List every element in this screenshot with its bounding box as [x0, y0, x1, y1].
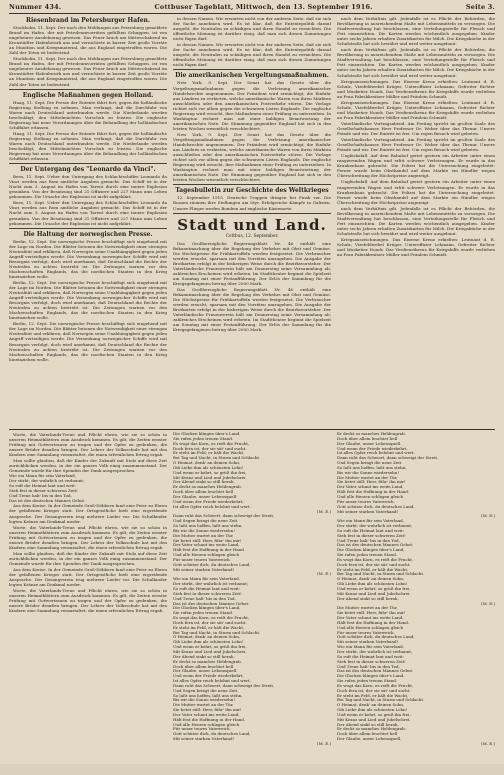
poem-line: Wie ein Mann für sein Vaterland, [173, 577, 241, 582]
poem-line: Sie rufen jeden treuen Stand. [337, 679, 398, 684]
poem-line: Sie betet still: Herr, führ' ihn mir! [337, 480, 406, 485]
poem-line: Und Treue halt' bis in den Tod, [9, 493, 72, 498]
poem-line: Dann ruht das Schwert, dann schweigt der Streit, [173, 514, 275, 519]
poem-line: Der Abend sinkt so still herab, [337, 722, 399, 727]
poem-source: (M. E.) [481, 742, 495, 746]
poem-line: Er steht im Feld, er hält die Wacht, [173, 625, 245, 630]
poem-line: Die Mutter wartet an der Tür, [337, 475, 398, 480]
poem-line: Es wogt das Korn, es reift die Frucht, [337, 683, 414, 688]
lower-column-1 [9, 432, 167, 775]
poem-line: Bis wir die Sonne wiedersehn! [173, 698, 235, 703]
poem [9, 474, 167, 503]
poem-line: Für unser teures Vaterreich. [337, 499, 395, 504]
poem-line: Der Abend sinkt so still herab, [173, 480, 235, 485]
article-text: in dessen Namen. Wir erwarten nicht von der anderen Seite, daß sie sich der Sache annehmen wird. Es ist klar, daß die Ententepolitik darauf ausgeht, die Neutralen zu schädigen und ihren Handel zu vernichten. Die öffentliche Meinung ist darüber einig, daß man sich diesen Zumutungen nicht fügen darf. [173, 16, 331, 42]
poem-line: Mit Kranz und Lied und Jubelschrei. [173, 649, 247, 654]
section-heading-stadt-und-land: Stadt und Land. [177, 215, 327, 234]
poem-line: So ruft die Heimat laut und weit: [173, 587, 241, 591]
poem-line: Bei Tag und Nacht, in Sturm und Schlacht. [173, 456, 261, 461]
article-text: Bern, 11. Sept. Ueber den Untergang des Schlachtschiffes Leonardo da Vinci werden aus Rom amtliche Angaben gemacht. Das Schiff ist in der Nacht zum 3. August im Hafen von Tarent durch eine innere Explosion gesunken. Von der Besatzung sind 21 Offiziere und 227 Mann ums Leben gekommen. Die Ursache der Explosion ist nicht aufgeklärt. [9, 200, 167, 226]
poem-line: Bei Tag und Nacht, in Sturm und Schlacht. [173, 630, 261, 635]
poem-line: Der Vater schaut ins weite Land, [173, 543, 240, 548]
column-1 [9, 16, 167, 426]
masthead [9, 3, 495, 14]
headline-riesenbrand: Riesenbrand im Petersburger Hafen. [26, 17, 150, 24]
dateline: Cottbus, 12. September. [225, 233, 279, 239]
poem-line: Bei Tag und Nacht, in Sturm und Schlacht. [337, 572, 425, 577]
poem-line: Für unser teures Vaterreich. [173, 557, 231, 562]
poem-line: Und Segen bringt die neue Zeit. [173, 519, 239, 524]
article-text: 12. September 1915. Deutsche Truppen dringen bei Pinsk vor. Die Russen räumen ihre Stellungen am Styr. Erfolgreiche Kämpfe in Galizien. Unsere Flieger werfen Bomben auf englische Küstenorte. [173, 195, 331, 211]
poem-line: Und wenn der Friede wiederkehrt, [173, 499, 244, 504]
column-2 [173, 16, 331, 426]
article-text: Bern, 11. Sept. Ueber den Untergang des Schlachtschiffes Leonardo da Vinci werden aus Rom amtliche Angaben gemacht. Das Schiff ist in der Nacht zum 3. August im Hafen von Tarent durch eine innere Explosion gesunken. Von der Besatzung sind 21 Offiziere und 227 Mann ums Leben gekommen. Die Ursache der Explosion ist nicht aufgeklärt. [9, 174, 167, 200]
poem-source: (M. E.) [481, 601, 495, 606]
poem-line: Mit Kranz und Lied und Jubelschrei. [337, 717, 411, 722]
poem-line: Wie ein Mann für sein Vaterland, [337, 519, 405, 524]
poem-line: Und alle Herzen schlagen gleich [173, 553, 240, 558]
poem-line: Hält fest die Hoffnung in der Hand. [173, 717, 246, 722]
poem-line: Doch fern ist, der sie sät' und sucht. [337, 688, 411, 693]
column-3 [337, 16, 495, 426]
poem-line: Der Glaube, unser Lebensquell. [173, 669, 238, 674]
poem-line: Ist alles Opfer reich belohnt und wert. [337, 451, 415, 456]
issue-number: Nummer 434. [9, 3, 62, 11]
poem-line: Gib Liebe ihm als schönsten Lohn! [173, 640, 244, 645]
poem-line: Und wenn der Friede wiederkehrt, [173, 674, 244, 679]
article-text: Berlin, 12. Sept. Die norwegische Presse beschäftigt sich eingehend mit der Lage im Norden. Die Blätter betonen die Notwendigkeit einer strengen Neutralität und erklären, daß Norwegen seine Unabhängigkeit gegen jeden Angriff verteidigen werde. Die Versenkung norwegischer Schiffe wird mit Besorgnis verfolgt, doch wird anerkannt, daß Deutschland die Rechte der Neutralen zu achten bestrebt ist. Die Zeitungen warnen vor den Machenschaften Englands, das die nordischen Staaten in den Krieg hineinziehen wolle. [9, 238, 167, 279]
poem-line: Steh fest in dieser schweren Zeit! [337, 659, 406, 664]
poem-line: Der Abend sinkt so still herab, [173, 654, 235, 659]
poem-line: Der Glaube, unser Lebensquell. [337, 737, 402, 742]
poem-line: Mit seiner starken Vaterhand! [173, 567, 235, 572]
poem-line: Er deckt so manches Heldengrab. [173, 659, 242, 664]
upper-section [9, 16, 495, 426]
poem-line: Hält fest die Hoffnung in der Hand. [337, 490, 410, 495]
poem-line: Doch fern ist, der sie sät' und sucht. [337, 562, 411, 567]
poem-line: Und Treue halt' bis in den Tod, [337, 664, 400, 669]
poem-line: Es wogt das Korn, es reift die Frucht, [337, 557, 414, 562]
poem-source: (M. E.) [317, 742, 331, 746]
poem-line: O Heimat, denk' an deinen Sohn, [337, 577, 405, 582]
poem-line: Mit Kranz und Lied und Jubelschrei. [337, 591, 411, 596]
poem-line: Und alle Herzen schlagen gleich [337, 625, 404, 630]
lower-section [9, 429, 495, 775]
poem [173, 432, 331, 747]
poem-line: Der stirbt, der wahrlich ist verbannt; [9, 479, 85, 484]
poem-line: Doch über allem leuchtet hell [337, 732, 398, 737]
poem-line: Er deckt so manches Heldengrab. [337, 432, 406, 436]
poem-line: Er steht im Feld, er hält die Wacht, [173, 451, 245, 456]
poem-line: Der Glaube, unser Lebensquell. [337, 441, 402, 446]
poem-line: Der Vater schaut ins weite Land, [337, 485, 404, 490]
poem-line: Steh fest in dieser schweren Zeit! [9, 488, 78, 493]
poem-line: Ist alles Opfer reich belohnt und wert. [173, 504, 251, 509]
poem-line: Die Mutter wartet an der Tür, [173, 703, 234, 708]
poem-line: Und wenn er kehrt, so grüß ihn frei, [337, 712, 411, 717]
article-text: Berlin, 12. Sept. Die norwegische Presse beschäftigt sich eingehend mit der Lage im Norden. Die Blätter betonen die Notwendigkeit einer strengen Neutralität und erklären, daß Norwegen seine Unabhängigkeit gegen jeden Angriff verteidigen werde. Die Versenkung norwegischer Schiffe wird mit Besorgnis verfolgt, doch wird anerkannt, daß Deutschland die Rechte der Neutralen zu achten bestrebt ist. Die Zeitungen warnen vor den Machenschaften Englands, das die nordischen Staaten in den Krieg hineinziehen wolle. [9, 279, 167, 321]
poem-line: Der stirbt, der wahrlich ist verbannt; [337, 649, 413, 654]
article-text: Unglücksfall. Auf dem Bahnhof geriet gestern ein Arbeiter unter einen rangierenden Wagen und erlitt schwere Verletzungen. Er wurde in das Krankenhaus gebracht. Die Polizei hat die Untersuchung eingeleitet. Ferner wurde beim Obsthandel auf dem Markte ein Händler wegen Überschreitung der Höchstpreise angezeigt. [337, 179, 495, 205]
article-text: Aus dem Kreise. In der Gemeinde Groß-Döbbern fand eine Feier zu Ehren der gefallenen Krieger statt. Der Ortsgeistliche hielt eine ergreifende Ansprache. Der Gesangverein trug mehrere Lieder vor. Die Schulkinder legten Kränze am Denkmal nieder. [9, 503, 167, 524]
poem-source: (M. E.) [481, 514, 495, 519]
headline-tagesbulletin: Tagesbulletin zur Geschichte des Weltkrieges [175, 187, 329, 195]
poem-line: Er deckt so manches Heldengrab. [337, 727, 406, 732]
poem-line: Wie ein Mann für sein Vaterland, [337, 645, 405, 650]
poem-line: Er steht im Feld, er hält die Wacht, [337, 693, 409, 698]
page-number: Seite 3. [465, 3, 495, 11]
poem-line: Doch fern ist, der sie sät' und sucht. [173, 620, 247, 625]
poem-line: Und Treue halt' bis in den Tod, [173, 596, 236, 601]
poem-line: Die Mutter wartet an der Tür, [337, 606, 398, 611]
article-text: Man sollte glauben, daß die Kinder der Zukunft mit Stolz auf diese Zeit zurückblicken werden, in der ein ganzes Volk einig zusammenstand. Der Gemeinde wurde für ihre Spenden der Dank ausgesprochen. [9, 550, 167, 566]
poem-line: Er steht im Feld, er hält die Wacht, [337, 567, 409, 572]
article-text: Das Großherzogliche Regierungsblatt Nr. 46 enthält eine Bekanntmachung über die Regelung des Verkehrs mit Obst und Gemüse. Die Höchstpreise für Frühkartoffeln werden festgesetzt. Die Verbraucher werden ersucht, sparsam mit den Vorräten umzugehen. Die Ausgabe der Brotkarten erfolgt in der bisherigen Weise durch die Bezirksvorsteher. Der Vaterländische Frauenverein hält am Donnerstag seine Versammlung ab; zahlreiches Erscheinen wird erbeten. Im Stadttheater beginnt die Spielzeit am Sonntag mit einer Festaufführung. Der Erlös der Sammlung für die Kriegsgefangenen betrug über 2000 Mark. [173, 240, 331, 286]
article-text: Kriegsauszeichnungen. Das Eiserne Kreuz erhielten: Leutnant d. R. Schulz, Vizefeldwebel Krüger, Unteroffizier Lehmann, Gefreiter Richter und Musketier Noack. Das Verdienstkreuz für Kriegshilfe wurde verliehen an Frau Fabrikbesitzer Müller und Fräulein Schmidt. [337, 236, 495, 258]
poem-line: Der Vater schaut ins weite Land, [337, 616, 404, 621]
lower-column-3 [337, 432, 495, 775]
poem-line: Der stirbt, der wahrlich ist verbannt; [337, 524, 413, 529]
headline-amerikanische: Die amerikanischen Vergeltungsmaßnahmen. [175, 72, 329, 80]
article-text: Haag, 11. Sept. Die Presse der Entente fährt fort, gegen die holländische Regierung Stellung zu nehmen. Man verlangt, daß die Durchfuhr von Waren nach Deutschland unterbunden werde. Die Niederlande werden beschuldigt, den Mittelmächten Vorschub zu leisten. Die englische Regierung hat neue Verordnungen über die Behandlung der holländischen Schiffahrt erlassen. [9, 130, 167, 162]
poem-line: Und alle Herzen schlagen gleich [173, 722, 240, 727]
poem-line: Doch fern ist, der sie sät' und sucht. [173, 446, 247, 451]
poem-line: Für unser teures Vaterreich. [337, 630, 395, 635]
poem-line: Gib Liebe ihm als schönsten Lohn! [173, 465, 244, 470]
poem-line: Gott schütze dich, du deutsches Land, [173, 562, 251, 567]
poem-line: Mit seiner starken Vaterhand! [337, 640, 399, 645]
poem-line: O Heimat, denk' an deinen Sohn, [173, 635, 241, 640]
poem-line: So laßt uns hoffen, laßt uns stehn, [173, 693, 243, 698]
poem-line: Für unser teures Vaterreich. [173, 727, 231, 732]
newspaper-title-date: Cottbuser Tageblatt, Mittwoch, den 13. September 1916. [154, 3, 373, 11]
poem-line: Der stirbt, der wahrlich ist verbannt; [173, 582, 249, 587]
article-text: Vaterländische Vortragsabend. Am Freitag spricht im großen Saale des Gesellschaftshauses Herr Professor Dr. Weber über das Thema: Unsere Feinde und wir. Der Eintritt ist frei. Um regen Besuch wird gebeten. [337, 120, 495, 137]
poem-line: Die Glocken klingen über's Land, [337, 674, 405, 679]
article-text: Unglücksfall. Auf dem Bahnhof geriet gestern ein Arbeiter unter einen rangierenden Wagen und erlitt schwere Verletzungen. Er wurde in das Krankenhaus gebracht. Die Polizei hat die Untersuchung eingeleitet. Ferner wurde beim Obsthandel auf dem Markte ein Händler wegen Überschreitung der Höchstpreise angezeigt. [337, 153, 495, 179]
article-text: Das Großherzogliche Regierungsblatt Nr. 46 enthält eine Bekanntmachung über die Regelung des Verkehrs mit Obst und Gemüse. Die Höchstpreise für Frühkartoffeln werden festgesetzt. Die Verbraucher werden ersucht, sparsam mit den Vorräten umzugehen. Die Ausgabe der Brotkarten erfolgt in der bisherigen Weise durch die Bezirksvorsteher. Der Vaterländische Frauenverein hält am Donnerstag seine Versammlung ab; zahlreiches Erscheinen wird erbeten. Im Stadttheater beginnt die Spielzeit am Sonntag mit einer Festaufführung. Der Erlös der Sammlung für die Kriegsgefangenen betrug über 2000 Mark. [173, 287, 331, 333]
poem-line: Und wenn der Friede wiederkehrt, [337, 446, 408, 451]
article-text: Aus dem Kreise. In der Gemeinde Groß-Döbbern fand eine Feier zu Ehren der gefallenen Krieger statt. Der Ortsgeistliche hielt eine ergreifende Ansprache. Der Gesangverein trug mehrere Lieder vor. Die Schulkinder legten Kränze am Denkmal nieder. [9, 567, 167, 588]
poem-line: Gott schütze dich, du deutsches Land, [337, 504, 415, 509]
poem-line: Mit seiner starken Vaterhand! [337, 509, 399, 514]
poem-line: Gott schütze dich, du deutsches Land, [173, 732, 251, 737]
poem-line: Sie betet still: Herr, führ' ihn mir! [173, 538, 242, 543]
article-text: Worte, die Vaterlands-Treue und Pflicht ehren, wie sie so schön in unseren Heimatblättern zum Ausdruck kommen. Es gilt, die Zeiten ernster Prüfung mit Gottvertrauen zu tragen und der Opfer zu gedenken, die unsere Brüder draußen bringen. Der Lehrer der Volksschule hat mit den Kindern eine Sammlung veranstaltet, die einen erfreulichen Ertrag ergab. [9, 432, 167, 458]
article-text: Vaterländische Vortragsabend. Am Freitag spricht im großen Saale des Gesellschaftshauses Herr Professor Dr. Weber über das Thema: Unsere Feinde und wir. Der Eintritt ist frei. Um regen Besuch wird gebeten. [337, 137, 495, 153]
poem-line: Sie betet still: Herr, führ' ihn mir! [337, 611, 406, 616]
poem-line: Es wogt das Korn, es reift die Frucht, [173, 616, 250, 621]
poem-line: Doch über allem leuchtet hell [337, 436, 398, 441]
poem-line: So ruft die Heimat laut und weit: [337, 654, 405, 659]
poem-line: Ist alles Opfer reich belohnt und wert. [173, 679, 251, 684]
headline-untergang: Der Untergang des "Leonardo da Vinci". [20, 166, 156, 174]
lower-column-2 [173, 432, 331, 775]
poem-line: Die Glocken klingen über's Land, [173, 606, 241, 611]
poem-line: Und wenn er kehrt, so grüß ihn frei, [173, 645, 247, 650]
poem-line: Und wenn er kehrt, so grüß ihn frei, [337, 587, 411, 591]
poem-source: (M. E.) [317, 509, 331, 514]
poem-line: Der Glaube, unser Lebensquell. [173, 494, 238, 499]
headline-englische: Englische Maßnahmen gegen Holland. [22, 91, 154, 99]
article-text: Kriegsauszeichnungen. Das Eiserne Kreuz erhielten: Leutnant d. R. Schulz, Vizefeldwebel Krüger, Unteroffizier Lehmann, Gefreiter Richter und Musketier Noack. Das Verdienstkreuz für Kriegshilfe wurde verliehen an Frau Fabrikbesitzer Müller und Fräulein Schmidt. [337, 99, 495, 120]
article-text: New York, 9. Sept. Der Senat hat das Gesetz über die Vergeltungsmaßnahmen gegen die Verletzung amerikanischer Handelsrechte angenommen. Der Präsident wird ermächtigt, die Einfuhr aus Ländern zu verbieten, welche amerikanische Waren von ihren Märkten ausschließen oder den amerikanischen Postverkehr stören. Die Vorlage richtet sich vor allem gegen die schwarzen Listen Englands. Die englische Regierung wird ersucht, ihre Maßnahmen einer Prüfung zu unterziehen. In Washington rechnet man mit einer baldigen Beantwortung der amerikanischen Note. Die Stimmung gegenüber England hat sich in den letzten Wochen wesentlich verschlechtert. [173, 80, 331, 131]
poem-line: Die Mutter wartet an der Tür, [173, 533, 234, 538]
article-text: Stockholm, 11. Sept. Der nach den Meldungen aus Petersburg gemeldete Brand im Hafen, der mit Petroleumvorräten gefüllten Schuppen, ist von ungeheurer Ausdehnung gewesen. Das Feuer brach am Mittwochabend im Kronstädter Hafenbezirk aus und vernichtete in kurzer Zeit große Vorräte an Munition und Kriegsmaterial, die aus England eingetroffen waren. Die Zahl der Toten ist bedeutend. [9, 25, 167, 56]
poem-line: Steh fest in dieser schweren Zeit! [337, 533, 406, 538]
article-text: Man sollte glauben, daß die Kinder der Zukunft mit Stolz auf diese Zeit zurückblicken werden, in der ein ganzes Volk einig zusammenstand. Der Gemeinde wurde für ihre Spenden der Dank ausgesprochen. [9, 458, 167, 474]
poem-line: Und alle Herzen schlagen gleich [337, 494, 404, 499]
poem-line: Gib Liebe ihm als schönsten Lohn! [337, 708, 408, 713]
poem-line: Doch über allem leuchtet hell [173, 664, 234, 669]
article-text: Stockholm, 11. Sept. Der nach den Meldungen aus Petersburg gemeldete Brand im Hafen, der mit Petroleumvorräten gefüllten Schuppen, ist von ungeheurer Ausdehnung gewesen. Das Feuer brach am Mittwochabend im Kronstädter Hafenbezirk aus und vernichtete in kurzer Zeit große Vorräte an Munition und Kriegsmaterial, die aus England eingetroffen waren. Die Zahl der Toten ist bedeutend. [9, 56, 167, 87]
poem-line: Und wenn er kehrt, so grüß ihn frei, [173, 470, 247, 475]
poem-line: Hält fest die Hoffnung in der Hand. [337, 620, 410, 625]
poem-line: O Heimat, denk' an deinen Sohn, [173, 461, 241, 466]
article-text: nach dem Verhältnis gilt. Jedenfalls ist es Pflicht der Behörden, die Bevölkerung in ausreichendem Maße mit Lebensmitteln zu versorgen. Die Stadtverwaltung hat beschlossen, eine Verteilungsstelle für Fleisch und Fett einzurichten. Die Karten werden wöchentlich ausgegeben. Kinder unter sechs Jahren erhalten Zusatzkarten für Milch. Die Kriegsküche in der Schulstraße hat sich bewährt und wird weiter ausgebaut. [337, 205, 495, 236]
poem-line: Und Treue halt' bis in den Tod, [337, 538, 400, 543]
poem-line: So laßt uns hoffen, laßt uns stehn, [173, 524, 243, 529]
poem-line: Doch über allem leuchtet hell [173, 490, 234, 495]
poem-line: Er deckt so manches Heldengrab. [173, 485, 242, 490]
poem-line: Bis wir die Sonne wiedersehn! [337, 470, 399, 475]
poem-line: So laßt uns hoffen, laßt uns stehn, [337, 465, 407, 470]
poem-source: (M. E.) [317, 572, 331, 577]
poem-line: Hält fest die Hoffnung in der Hand. [173, 548, 246, 553]
poem-line: Es wogt das Korn, es reift die Frucht, [173, 441, 250, 446]
poem-line: Mit Kranz und Lied und Jubelschrei. [173, 475, 247, 480]
poem-line: Sie betet still: Herr, führ' ihn mir! [173, 708, 242, 713]
poem-line: Das ist des deutschen Mannes Gebot. [173, 601, 250, 606]
poem-line: Und Segen bringt die neue Zeit. [173, 688, 239, 693]
article-text: nach dem Verhältnis gilt. Jedenfalls ist es Pflicht der Behörden, die Bevölkerung in ausreichendem Maße mit Lebensmitteln zu versorgen. Die Stadtverwaltung hat beschlossen, eine Verteilungsstelle für Fleisch und Fett einzurichten. Die Karten werden wöchentlich ausgegeben. Kinder unter sechs Jahren erhalten Zusatzkarten für Milch. Die Kriegsküche in der Schulstraße hat sich bewährt und wird weiter ausgebaut. [337, 16, 495, 47]
poem-line: Gib Liebe ihm als schönsten Lohn! [337, 582, 408, 587]
poem-line: Bei Tag und Nacht, in Sturm und Schlacht. [337, 698, 425, 703]
poem-line: Das ist des deutschen Mannes Gebot. [9, 498, 86, 503]
poem-line: Die Glocken klingen über's Land, [337, 548, 405, 553]
poem-line: Mit seiner starken Vaterhand! [173, 737, 235, 742]
poem-line: So ruft die Heimat laut und weit: [9, 484, 77, 489]
article-text: New York, 9. Sept. Der Senat hat das Gesetz über die Vergeltungsmaßnahmen gegen die Verletzung amerikanischer Handelsrechte angenommen. Der Präsident wird ermächtigt, die Einfuhr aus Ländern zu verbieten, welche amerikanische Waren von ihren Märkten ausschließen oder den amerikanischen Postverkehr stören. Die Vorlage richtet sich vor allem gegen die schwarzen Listen Englands. Die englische Regierung wird ersucht, ihre Maßnahmen einer Prüfung zu unterziehen. In Washington rechnet man mit einer baldigen Beantwortung der amerikanischen Note. Die Stimmung gegenüber England hat sich in den letzten Wochen wesentlich verschlechtert. [173, 131, 331, 183]
poem-line: Bis wir die Sonne wiedersehn! [173, 528, 235, 533]
article-text: Worte, die Vaterlands-Treue und Pflicht ehren, wie sie so schön in unseren Heimatblättern zum Ausdruck kommen. Es gilt, die Zeiten ernster Prüfung mit Gottvertrauen zu tragen und der Opfer zu gedenken, die unsere Brüder draußen bringen. Der Lehrer der Volksschule hat mit den Kindern eine Sammlung veranstaltet, die einen erfreulichen Ertrag ergab. [9, 524, 167, 550]
poem-line: Und Segen bringt die neue Zeit. [337, 461, 403, 466]
poem-line: Sie rufen jeden treuen Stand. [337, 553, 398, 558]
poem-line: Die Glocken klingen über's Land, [173, 432, 241, 436]
poem-line: Das ist des deutschen Mannes Gebot. [337, 543, 414, 548]
poem-line: Das ist des deutschen Mannes Gebot. [337, 669, 414, 674]
article-text: Haag, 11. Sept. Die Presse der Entente fährt fort, gegen die holländische Regierung Stellung zu nehmen. Man verlangt, daß die Durchfuhr von Waren nach Deutschland unterbunden werde. Die Niederlande werden beschuldigt, den Mittelmächten Vorschub zu leisten. Die englische Regierung hat neue Verordnungen über die Behandlung der holländischen Schiffahrt erlassen. [9, 99, 167, 130]
poem-line: Der Abend sinkt so still herab, [337, 596, 399, 601]
poem-line: Sie rufen jeden treuen Stand. [173, 436, 234, 441]
poem-line: Gott schütze dich, du deutsches Land, [337, 635, 415, 640]
poem [337, 432, 495, 747]
poem-line: Der Vater schaut ins weite Land, [173, 712, 240, 717]
article-text: Kriegsauszeichnungen. Das Eiserne Kreuz erhielten: Leutnant d. R. Schulz, Vizefeldwebel Krüger, Unteroffizier Lehmann, Gefreiter Richter und Musketier Noack. Das Verdienstkreuz für Kriegshilfe wurde verliehen an Frau Fabrikbesitzer Müller und Fräulein Schmidt. [337, 78, 495, 99]
poem-line: So ruft die Heimat laut und weit: [337, 528, 405, 533]
headline-haltung: Die Haltung der norwegischen Presse. [23, 230, 153, 238]
poem-line: Dann ruht das Schwert, dann schweigt der Streit, [337, 456, 439, 461]
poem-line: Sie rufen jeden treuen Stand. [173, 611, 234, 616]
poem-line: O Heimat, denk' an deinen Sohn, [337, 703, 405, 708]
poem-line: Dann ruht das Schwert, dann schweigt der Streit, [173, 683, 275, 688]
poem-line: Steh fest in dieser schweren Zeit! [173, 591, 242, 596]
article-text: nach dem Verhältnis gilt. Jedenfalls ist es Pflicht der Behörden, die Bevölkerung in ausreichendem Maße mit Lebensmitteln zu versorgen. Die Stadtverwaltung hat beschlossen, eine Verteilungsstelle für Fleisch und Fett einzurichten. Die Karten werden wöchentlich ausgegeben. Kinder unter sechs Jahren erhalten Zusatzkarten für Milch. Die Kriegsküche in der Schulstraße hat sich bewährt und wird weiter ausgebaut. [337, 47, 495, 78]
poem-line: Wie ein Mann für sein Vaterland, [9, 474, 77, 479]
article-text: Worte, die Vaterlands-Treue und Pflicht ehren, wie sie so schön in unseren Heimatblättern zum Ausdruck kommen. Es gilt, die Zeiten ernster Prüfung mit Gottvertrauen zu tragen und der Opfer zu gedenken, die unsere Brüder draußen bringen. Der Lehrer der Volksschule hat mit den Kindern eine Sammlung veranstaltet, die einen erfreulichen Ertrag ergab. [9, 588, 167, 614]
article-text: in dessen Namen. Wir erwarten nicht von der anderen Seite, daß sie sich der Sache annehmen wird. Es ist klar, daß die Ententepolitik darauf ausgeht, die Neutralen zu schädigen und ihren Handel zu vernichten. Die öffentliche Meinung ist darüber einig, daß man sich diesen Zumutungen nicht fügen darf. [173, 42, 331, 68]
article-text: Berlin, 12. Sept. Die norwegische Presse beschäftigt sich eingehend mit der Lage im Norden. Die Blätter betonen die Notwendigkeit einer strengen Neutralität und erklären, daß Norwegen seine Unabhängigkeit gegen jeden Angriff verteidigen werde. Die Versenkung norwegischer Schiffe wird mit Besorgnis verfolgt, doch wird anerkannt, daß Deutschland die Rechte der Neutralen zu achten bestrebt ist. Die Zeitungen warnen vor den Machenschaften Englands, das die nordischen Staaten in den Krieg hineinziehen wolle. [9, 321, 167, 362]
